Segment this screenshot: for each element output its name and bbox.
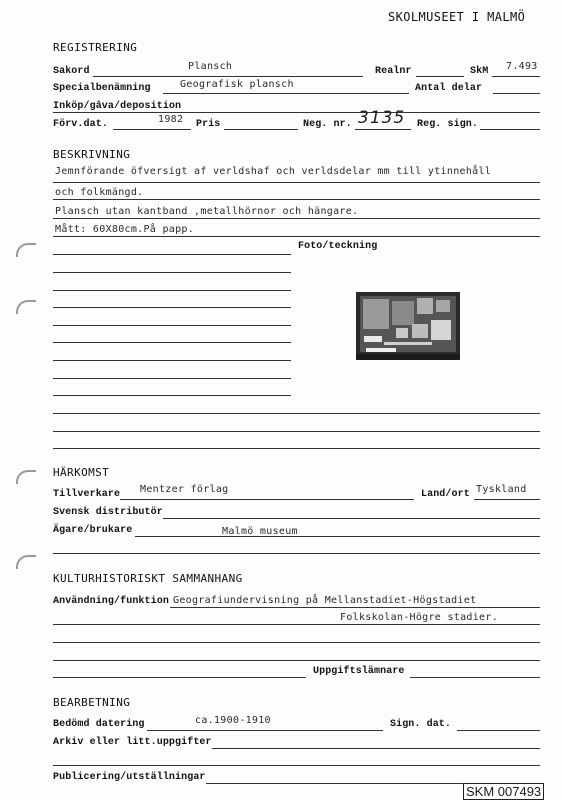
publicering-label: Publicering/utställningar <box>53 772 206 783</box>
sign-dat-label: Sign. dat. <box>390 719 452 730</box>
section-registrering-heading: REGISTRERING <box>53 41 138 54</box>
anvandning-value: Geografiundervisning på Mellanstadiet-Högstadiet <box>173 595 477 606</box>
kultur-rule-4 <box>53 677 306 678</box>
catalog-number-stamp: SKM 007493 <box>463 783 544 800</box>
museum-name: SKOLMUSEET I MALMÖ <box>388 10 526 24</box>
bedomd-datering-label: Bedömd datering <box>53 719 145 730</box>
punch-hole-lower <box>16 470 36 484</box>
foto-rule-2 <box>53 272 291 273</box>
beskrivning-line-3: Plansch utan kantband ,metallhörnor och hängare. <box>55 206 359 217</box>
inkop-field-line <box>53 112 540 113</box>
agare-brukare-field-line <box>135 536 540 537</box>
foto-rule-5 <box>53 325 291 326</box>
kultur-rule-2 <box>53 642 540 643</box>
reg-sign-label: Reg. sign. <box>417 119 479 130</box>
arkiv-label: Arkiv eller litt.uppgifter <box>53 737 212 748</box>
foto-rule-1 <box>53 254 291 255</box>
sign-dat-field-line <box>457 730 540 731</box>
foto-rule-4 <box>53 307 291 308</box>
agare-brukare-label: Ägare/brukare <box>53 525 133 536</box>
foto-rule-9 <box>53 395 291 396</box>
bedomd-datering-value: ca.1900-1910 <box>195 715 271 726</box>
section-bearbetning-heading: BEARBETNING <box>53 696 131 709</box>
land-ort-label: Land/ort <box>421 489 470 500</box>
specialbenamning-value: Geografisk plansch <box>180 79 294 90</box>
section-kultur-heading: KULTURHISTORISKT SAMMANHANG <box>53 572 243 585</box>
skm-field-line <box>492 76 540 77</box>
pris-label: Pris <box>196 119 221 130</box>
svensk-distributor-label: Svensk distributör <box>53 507 163 518</box>
punch-hole-bottom <box>16 555 36 569</box>
antal-delar-label: Antal delar <box>415 83 483 94</box>
tillverkare-label: Tillverkare <box>53 489 121 500</box>
plansch-photo <box>356 292 460 360</box>
foto-rule-3 <box>53 290 291 291</box>
section-harkomst-heading: HÄRKOMST <box>53 466 110 479</box>
anvandning-label: Användning/funktion <box>53 596 169 607</box>
skm-value: 7.493 <box>506 61 538 72</box>
anvandning-field-line <box>170 607 540 608</box>
harkomst-rule-extra <box>53 553 540 554</box>
beskrivning-rule-5 <box>53 413 540 414</box>
neg-nr-handwritten-value: 3135 <box>358 108 406 128</box>
beskrivning-line-4: Mått: 60X80cm.På papp. <box>55 224 195 235</box>
pris-field-line <box>224 129 298 130</box>
antal-delar-field-line <box>493 93 540 94</box>
sakord-label: Sakord <box>53 66 90 77</box>
neg-nr-field-line <box>355 129 411 130</box>
beskrivning-rule-4 <box>53 236 540 237</box>
specialbenamning-label: Specialbenämning <box>53 83 151 94</box>
reg-sign-field-line <box>480 129 540 130</box>
land-ort-value: Tyskland <box>476 484 527 495</box>
beskrivning-rule-2 <box>53 199 540 200</box>
agare-brukare-value: Malmö museum <box>222 526 298 537</box>
foto-rule-8 <box>53 378 291 379</box>
beskrivning-rule-6 <box>53 431 540 432</box>
bearbetning-rule-1 <box>53 765 540 766</box>
svensk-distributor-field-line <box>163 518 540 519</box>
foto-rule-7 <box>53 360 291 361</box>
anvandning-value-2: Folkskolan-Högre stadier. <box>340 612 499 623</box>
foto-teckning-label: Foto/teckning <box>298 241 378 252</box>
beskrivning-rule-3 <box>53 218 540 219</box>
sakord-value: Plansch <box>188 61 233 72</box>
kultur-rule-1 <box>53 624 540 625</box>
punch-hole-middle <box>16 300 36 314</box>
land-ort-field-line <box>474 499 540 500</box>
tillverkare-value: Mentzer förlag <box>140 484 229 495</box>
sakord-field-line <box>93 76 363 77</box>
bedomd-datering-field-line <box>147 730 383 731</box>
punch-hole-top <box>16 243 36 257</box>
section-beskrivning-heading: BESKRIVNING <box>53 148 131 161</box>
skm-label: SkM <box>470 66 489 77</box>
forv-dat-field-line <box>113 129 191 130</box>
foto-rule-6 <box>53 342 291 343</box>
forv-dat-label: Förv.dat. <box>53 119 108 130</box>
specialbenamning-field-line <box>163 93 409 94</box>
beskrivning-line-1: Jemnförande öfversigt af verldshaf och verldsdelar mm till ytinnehåll <box>55 166 492 177</box>
kultur-rule-3 <box>53 660 540 661</box>
beskrivning-line-2: och folkmängd. <box>55 187 144 198</box>
inkop-label: Inköp/gåva/deposition <box>53 101 182 112</box>
uppgiftslamnare-label: Uppgiftslämnare <box>313 666 405 677</box>
tillverkare-field-line <box>120 499 414 500</box>
realnr-field-line <box>416 76 464 77</box>
arkiv-field-line <box>212 748 540 749</box>
uppgiftslamnare-field-line <box>410 677 540 678</box>
beskrivning-rule-1 <box>53 182 540 183</box>
neg-nr-label: Neg. nr. <box>303 119 352 130</box>
forv-dat-value: 1982 <box>158 114 184 125</box>
beskrivning-rule-7 <box>53 448 540 449</box>
realnr-label: Realnr <box>375 66 412 77</box>
